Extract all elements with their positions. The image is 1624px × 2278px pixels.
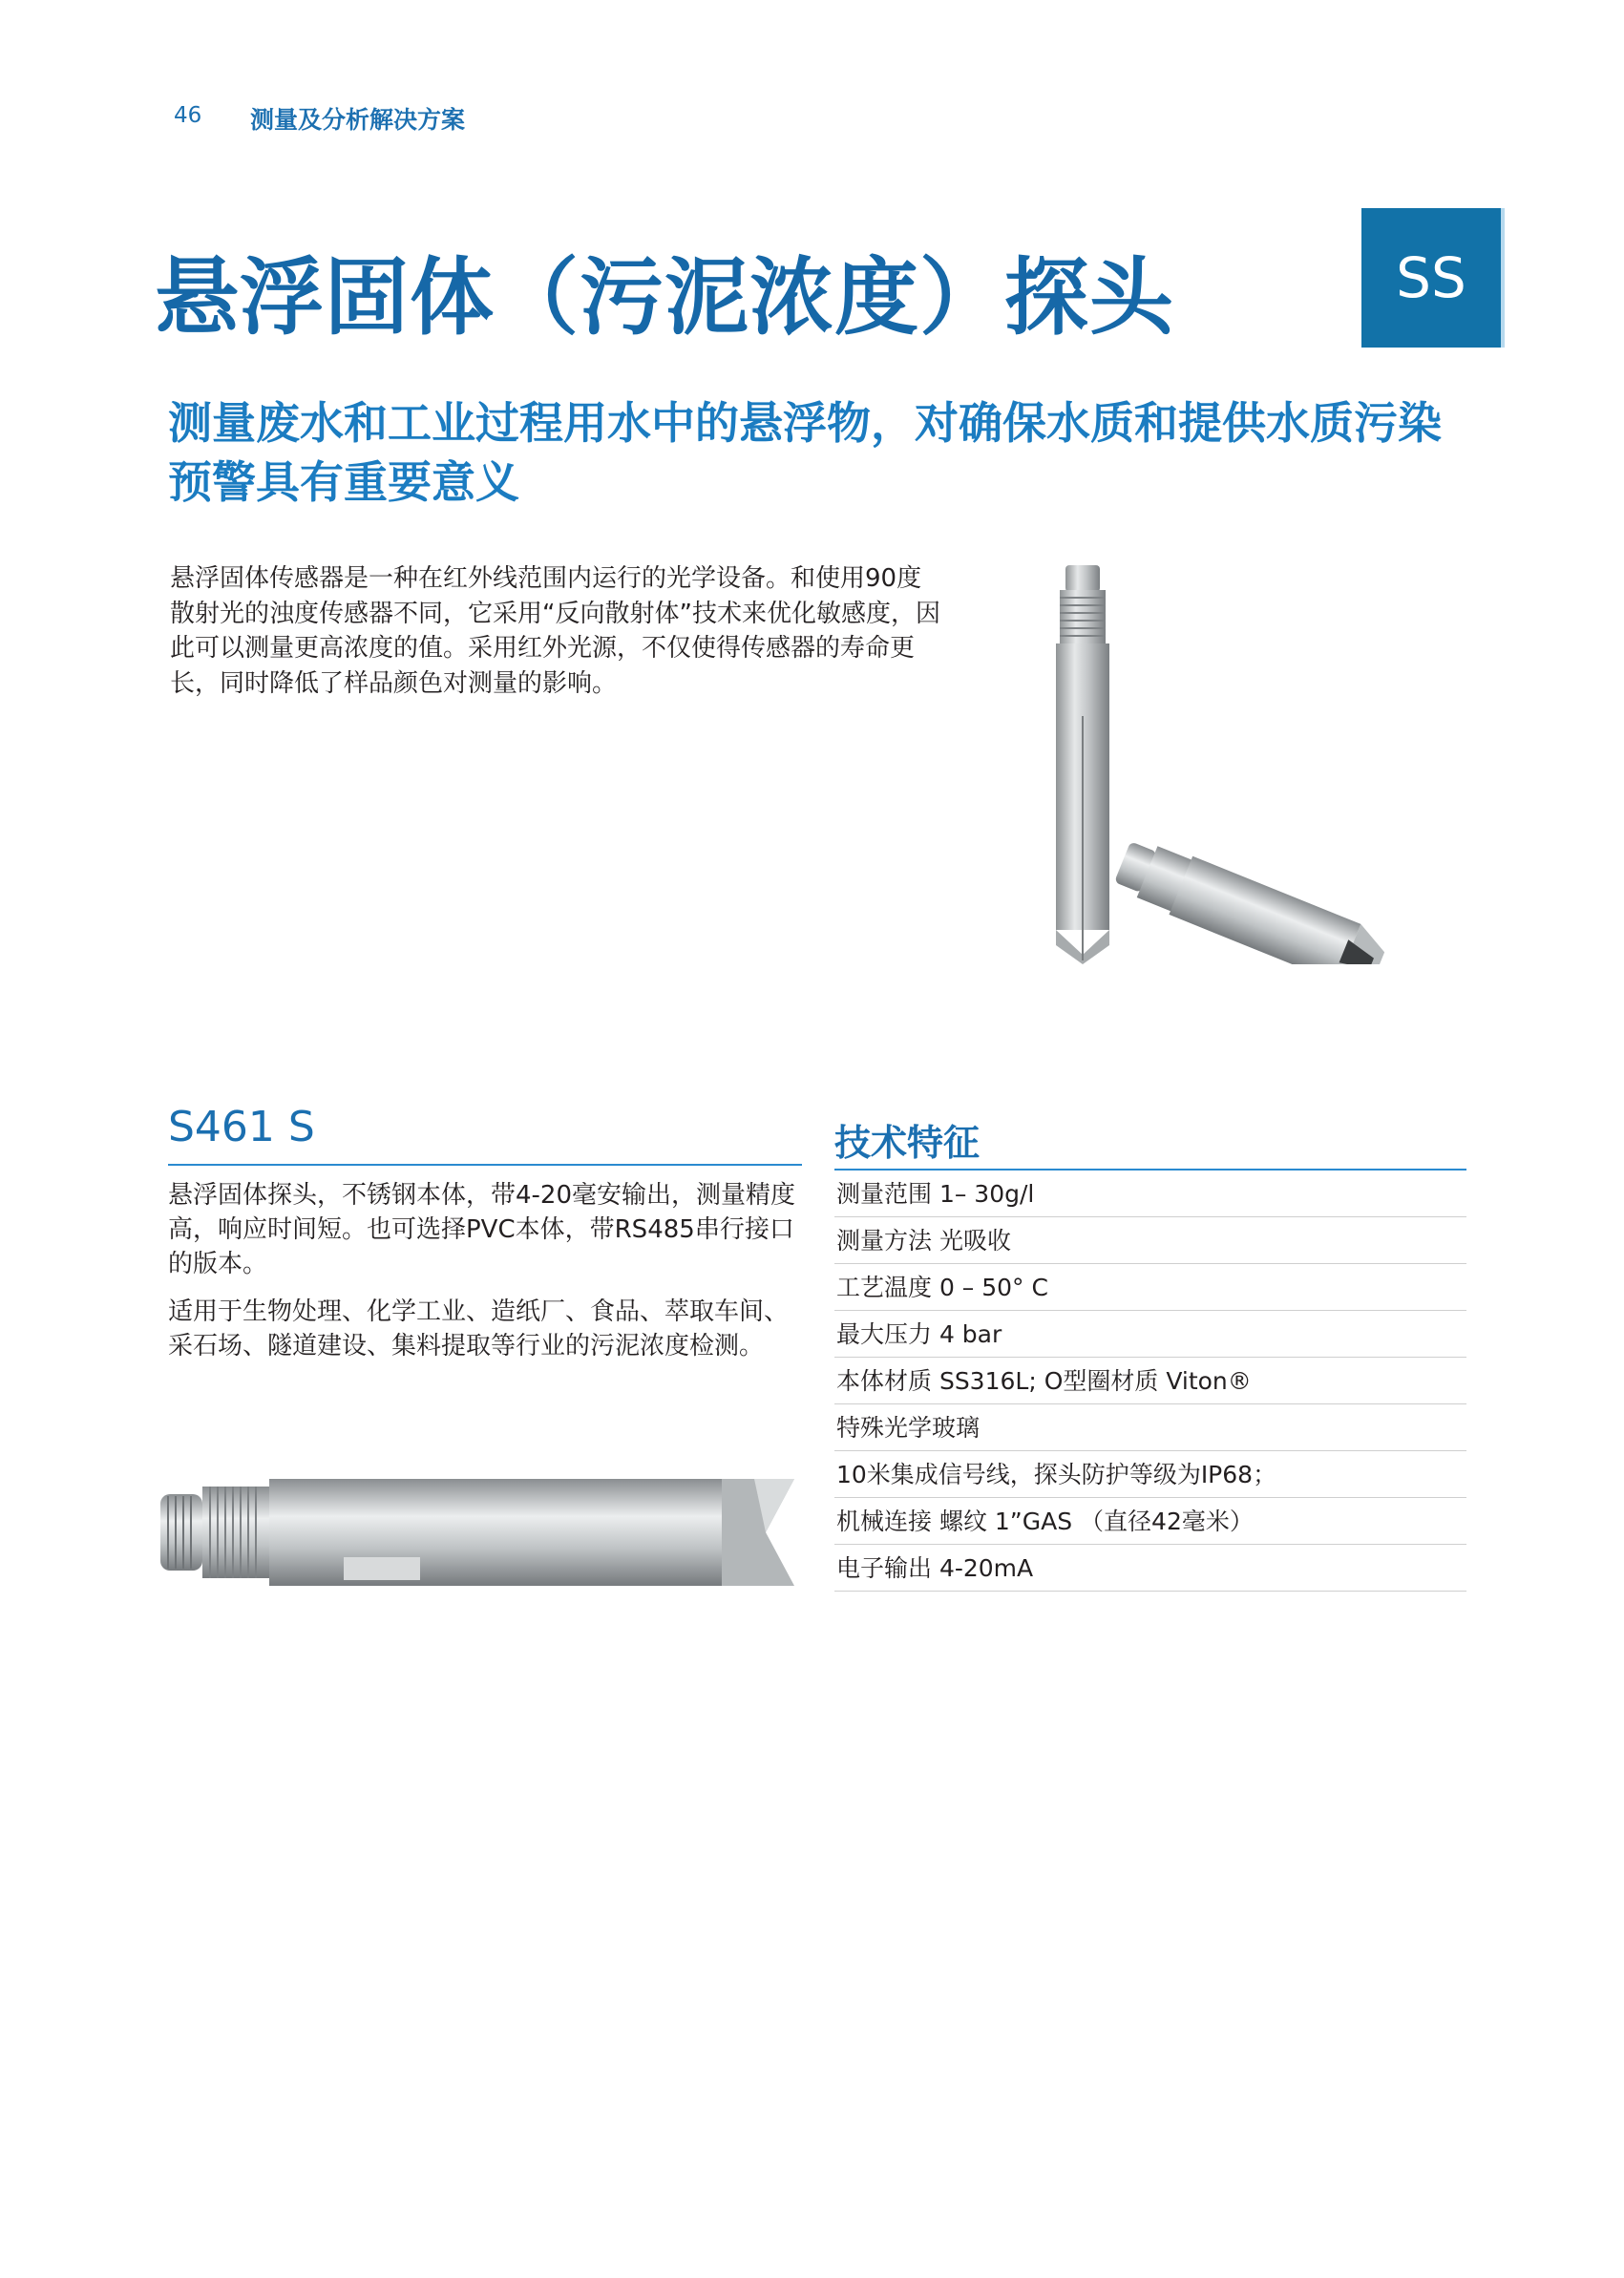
spec-item-method: 测量方法 光吸收 [834,1217,1466,1264]
category-tag-label: SS [1396,245,1466,310]
spec-item-range: 测量范围 1– 30g/l [834,1171,1466,1217]
probe-photo-top [1031,563,1394,964]
spec-item-cable: 10米集成信号线，探头防护等级为IP68； [834,1451,1466,1498]
intro-paragraph: 悬浮固体传感器是一种在红外线范围内运行的光学设备。和使用90度散射光的浊度传感器不同，它采用“反向散射体”技术来优化敏感度，因此可以测量更高浓度的值。采用红外光源，不仅使得传感器的寿命更长，同时降低了样品颜色对测量的影响。 [170,564,940,698]
page-title: 悬浮固体（污泥浓度）探头 [155,248,1175,347]
section-name: 测量及分析解决方案 [250,106,466,134]
page-number: 46 [174,103,202,128]
model-paragraph-2: 适用于生物处理、化学工业、造纸厂、食品、萃取车间、采石场、隧道建设、集料提取等行业的污泥浓度检测。 [168,1297,790,1360]
spec-item-pressure: 最大压力 4 bar [834,1311,1466,1358]
model-description [168,1178,808,1377]
model-paragraph-1: 悬浮固体探头，不锈钢本体，带4-20毫安输出，测量精度高，响应时间短。也可选择PVC本体，带RS485串行接口的版本。 [168,1181,796,1278]
spec-item-connection: 机械连接 螺纹 1”GAS （直径42毫米） [834,1498,1466,1545]
specs-list [834,1171,1466,1592]
model-divider [168,1164,802,1166]
specs-title: 技术特征 [834,1122,981,1164]
spec-item-material: 本体材质 SS316L; O型圈材质 Viton® [834,1358,1466,1404]
spec-item-temperature: 工艺温度 0 – 50° C [834,1264,1466,1311]
probe-photo-bottom [153,1466,802,1609]
spec-item-output: 电子输出 4-20mA [834,1545,1466,1592]
category-tag [1361,208,1505,348]
spec-item-glass: 特殊光学玻璃 [834,1404,1466,1451]
page-subtitle: 测量废水和工业过程用水中的悬浮物，对确保水质和提供水质污染预警具有重要意义 [168,397,1442,508]
model-title: S461 S [168,1103,315,1151]
